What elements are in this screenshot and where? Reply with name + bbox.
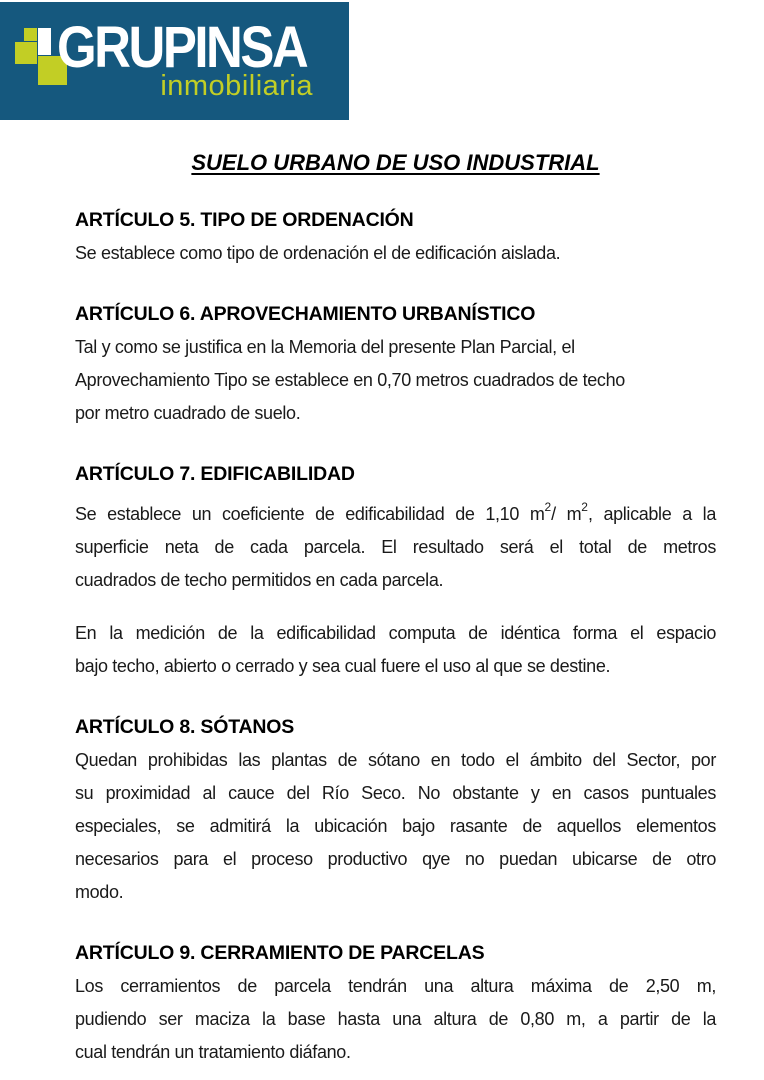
plus-square-white xyxy=(38,28,51,55)
brand-name: GRUPINSA xyxy=(57,14,307,80)
text-line: por metro cuadrado de suelo. xyxy=(75,403,301,423)
plus-square-medium xyxy=(15,42,37,64)
text-line: especiales, se admitirá la ubicación bajo rasante de aquellos elementos xyxy=(75,816,716,836)
grupinsa-logo xyxy=(0,2,349,120)
text-line: Los cerramientos de parcela tendrán una altura máxima de 2,50 m, xyxy=(75,976,716,996)
article-5-heading: ARTÍCULO 5. TIPO DE ORDENACIÓN xyxy=(75,209,414,231)
article-6-heading: ARTÍCULO 6. APROVECHAMIENTO URBANÍSTICO xyxy=(75,303,536,325)
text-line: cuadrados de techo permitidos en cada parcela. xyxy=(75,570,444,590)
article-6 xyxy=(75,298,716,430)
article-7 xyxy=(75,458,716,683)
text-segment: , aplicable a la xyxy=(587,504,716,524)
text-line: Tal y como se justifica en la Memoria del presente Plan Parcial, el xyxy=(75,337,575,357)
article-7-heading: ARTÍCULO 7. EDIFICABILIDAD xyxy=(75,463,355,485)
text-line: cual tendrán un tratamiento diáfano. xyxy=(75,1042,351,1062)
article-8 xyxy=(75,711,716,909)
article-9-paragraph xyxy=(75,970,716,1069)
text-line: superficie neta de cada parcela. El resultado será el total de metros xyxy=(75,537,716,557)
text-line: su proximidad al cauce del Río Seco. No obstante y en casos puntuales xyxy=(75,783,716,803)
article-7-paragraph-1 xyxy=(75,491,716,597)
article-7-paragraph-2 xyxy=(75,617,716,683)
text-line: bajo techo, abierto o cerrado y sea cual fuere el uso al que se destine. xyxy=(75,656,611,676)
text-line: pudiendo ser maciza la base hasta una altura de 0,80 m, a partir de la xyxy=(75,1009,716,1029)
article-8-heading: ARTÍCULO 8. SÓTANOS xyxy=(75,716,295,738)
article-5-paragraph xyxy=(75,237,716,270)
text-line: modo. xyxy=(75,882,124,902)
sup-2: 2 xyxy=(544,500,552,514)
text-line: necesarios para el proceso productivo qye no puedan ubicarse de otro xyxy=(75,849,716,869)
page-title: SUELO URBANO DE USO INDUSTRIAL xyxy=(191,150,600,175)
plus-square-small xyxy=(24,28,37,41)
article-5 xyxy=(75,204,716,270)
text-segment: / m xyxy=(551,504,582,524)
text-line: Se establece como tipo de ordenación el de edificación aislada. xyxy=(75,243,561,263)
text-line: Quedan prohibidas las plantas de sótano en todo el ámbito del Sector, por xyxy=(75,750,716,770)
text-segment: Se establece un coeficiente de edificabilidad de 1,10 m xyxy=(75,504,545,524)
document-content xyxy=(75,150,716,1069)
brand-tagline: inmobiliaria xyxy=(160,70,313,102)
text-line: Aprovechamiento Tipo se establece en 0,70 metros cuadrados de techo xyxy=(75,370,625,390)
text-line-with-superscripts xyxy=(75,491,716,531)
article-6-paragraph xyxy=(75,331,716,430)
article-9 xyxy=(75,937,716,1069)
text-line: En la medición de la edificabilidad computa de idéntica forma el espacio xyxy=(75,623,716,643)
sup-2: 2 xyxy=(581,500,588,514)
article-8-paragraph xyxy=(75,744,716,909)
article-9-heading: ARTÍCULO 9. CERRAMIENTO DE PARCELAS xyxy=(75,942,485,964)
